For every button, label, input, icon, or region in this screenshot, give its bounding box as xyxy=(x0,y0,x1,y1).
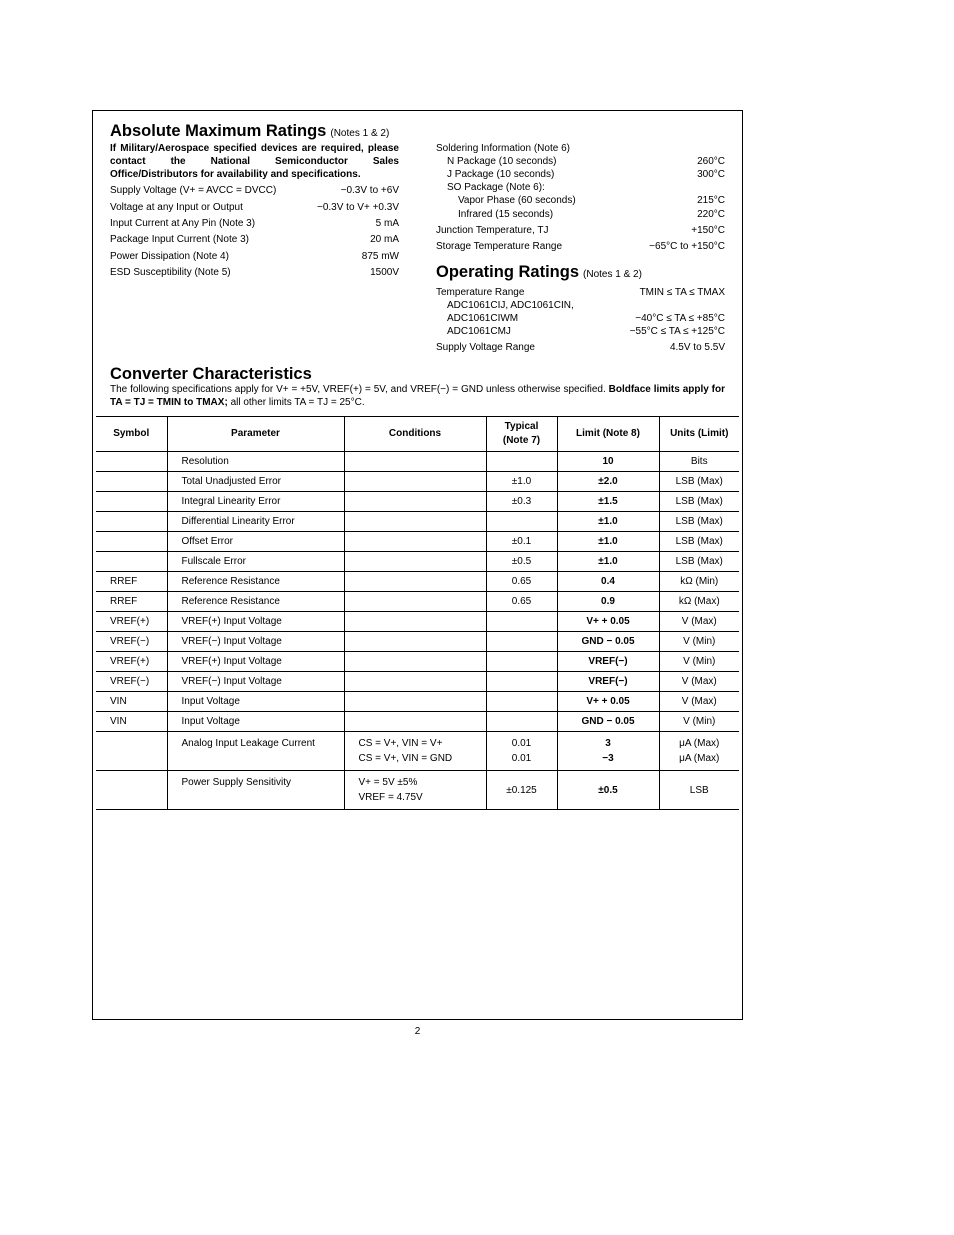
cell-symbol xyxy=(96,492,167,512)
cell-units: LSB xyxy=(659,771,739,810)
cell-conditions xyxy=(344,572,486,592)
cell-typical: 0.65 xyxy=(486,592,557,612)
leakage-unit-2: μA (Max) xyxy=(679,753,720,764)
cell-typical: ±0.5 xyxy=(486,552,557,572)
operating-label: Supply Voltage Range xyxy=(436,342,535,353)
leakage-lim-2: −3 xyxy=(602,753,614,764)
page-number: 2 xyxy=(414,1026,421,1037)
cell-conditions xyxy=(344,652,486,672)
cell-units: V (Min) xyxy=(659,652,739,672)
cell-conditions xyxy=(344,692,486,712)
soldering-title: Soldering Information (Note 6) xyxy=(436,143,570,154)
cell-typical xyxy=(486,452,557,472)
cell-symbol xyxy=(96,512,167,532)
operating-value: −55°C ≤ TA ≤ +125°C xyxy=(629,326,725,337)
cell-parameter: Total Unadjusted Error xyxy=(167,472,344,492)
cell-symbol: RREF xyxy=(96,592,167,612)
table-row xyxy=(96,672,739,692)
table-row xyxy=(96,612,739,632)
table-row xyxy=(96,712,739,732)
rating-value: −0.3V to V+ +0.3V xyxy=(316,202,399,213)
cell-symbol: VREF(−) xyxy=(96,632,167,652)
table-row xyxy=(96,472,739,492)
cell-conditions xyxy=(344,512,486,532)
header-parameter: Parameter xyxy=(167,417,344,452)
table-row xyxy=(96,692,739,712)
header-typical: Typical (Note 7) xyxy=(486,417,557,452)
cell-units: V (Max) xyxy=(659,672,739,692)
leakage-typ-2: 0.01 xyxy=(511,753,532,764)
cell-units: Bits xyxy=(659,452,739,472)
cell-typical: ±0.1 xyxy=(486,532,557,552)
converter-intro-text: The following specifications apply for V+ = +5V, VREF(+) = 5V, and VREF(−) = GND unless otherwise specified. xyxy=(110,384,606,395)
cell-units: LSB (Max) xyxy=(659,552,739,572)
operating-label: ADC1061CMJ xyxy=(447,326,511,337)
cell-units: V (Min) xyxy=(659,712,739,732)
cell-units: LSB (Max) xyxy=(659,512,739,532)
cell-limit: ±1.5 xyxy=(557,492,659,512)
cell-conditions xyxy=(344,732,486,771)
cell-limit: 10 xyxy=(557,452,659,472)
cell-symbol: VREF(−) xyxy=(96,672,167,692)
rating-value: 5 mA xyxy=(375,218,399,229)
header-units: Units (Limit) xyxy=(659,417,739,452)
psrr-cond-2: VREF = 4.75V xyxy=(358,792,423,803)
cell-conditions xyxy=(344,452,486,472)
header-limit: Limit (Note 8) xyxy=(557,417,659,452)
converter-intro-bold: Boldface limits apply for TA = TJ = TMIN to TMAX; xyxy=(110,384,726,408)
cell-typical xyxy=(486,712,557,732)
cell-parameter: Input Voltage xyxy=(167,692,344,712)
soldering-value: 220°C xyxy=(697,209,725,220)
operating-label: ADC1061CIWM xyxy=(447,313,519,324)
cell-units: V (Min) xyxy=(659,632,739,652)
soldering-value: 260°C xyxy=(697,156,725,167)
soldering-label: J Package (10 seconds) xyxy=(447,169,555,180)
table-header-row xyxy=(96,417,739,452)
cell-symbol: VREF(+) xyxy=(96,612,167,632)
cell-parameter: Fullscale Error xyxy=(167,552,344,572)
cell-conditions xyxy=(344,771,486,810)
table-row-psrr xyxy=(96,771,739,810)
abs-max-title: Absolute Maximum Ratings xyxy=(110,122,327,140)
cell-limit: V+ + 0.05 xyxy=(557,612,659,632)
soldering-label: N Package (10 seconds) xyxy=(447,156,557,167)
soldering-label: Infrared (15 seconds) xyxy=(458,209,554,220)
cell-units xyxy=(659,732,739,771)
table-row xyxy=(96,652,739,672)
table-row xyxy=(96,452,739,472)
operating-label: ADC1061CIJ, ADC1061CIN, xyxy=(447,300,574,311)
cell-typical: ±1.0 xyxy=(486,472,557,492)
converter-title: Converter Characteristics xyxy=(110,365,312,383)
cell-parameter: Resolution xyxy=(167,452,344,472)
soldering-label: Junction Temperature, TJ xyxy=(436,225,549,236)
soldering-value: 300°C xyxy=(697,169,725,180)
rating-value: 20 mA xyxy=(370,234,399,245)
table-row-leakage xyxy=(96,732,739,771)
cell-parameter: Reference Resistance xyxy=(167,572,344,592)
operating-value: −40°C ≤ TA ≤ +85°C xyxy=(635,313,725,324)
cell-conditions xyxy=(344,632,486,652)
soldering-value: +150°C xyxy=(691,225,725,236)
rating-value: 1500V xyxy=(370,267,399,278)
cell-parameter: VREF(−) Input Voltage xyxy=(167,672,344,692)
cell-symbol xyxy=(96,452,167,472)
cell-units: V (Max) xyxy=(659,612,739,632)
soldering-label: SO Package (Note 6): xyxy=(447,182,545,193)
cell-typical xyxy=(486,672,557,692)
cell-parameter: Input Voltage xyxy=(167,712,344,732)
cell-conditions xyxy=(344,552,486,572)
cell-limit: V+ + 0.05 xyxy=(557,692,659,712)
psrr-cond-1: V+ = 5V ±5% xyxy=(358,777,418,788)
cell-conditions xyxy=(344,712,486,732)
cell-parameter: Differential Linearity Error xyxy=(167,512,344,532)
cell-typical xyxy=(486,692,557,712)
cell-limit xyxy=(557,732,659,771)
cell-conditions xyxy=(344,592,486,612)
cell-parameter: Power Supply Sensitivity xyxy=(167,771,344,810)
cell-units: LSB (Max) xyxy=(659,492,739,512)
cell-conditions xyxy=(344,672,486,692)
rating-label: Supply Voltage (V+ = AVCC = DVCC) xyxy=(110,185,277,196)
soldering-label: Vapor Phase (60 seconds) xyxy=(458,195,576,206)
cell-units: LSB (Max) xyxy=(659,532,739,552)
cell-parameter: Analog Input Leakage Current xyxy=(167,732,344,771)
cell-conditions xyxy=(344,612,486,632)
table-row xyxy=(96,532,739,552)
cell-limit: ±1.0 xyxy=(557,532,659,552)
rating-label: Voltage at any Input or Output xyxy=(110,202,243,213)
table-row xyxy=(96,512,739,532)
table-row xyxy=(96,632,739,652)
converter-intro-tail: all other limits TA = TJ = 25°C. xyxy=(230,397,365,408)
rating-value: 875 mW xyxy=(361,251,399,262)
operating-title: Operating Ratings xyxy=(436,263,580,281)
cell-limit: ±2.0 xyxy=(557,472,659,492)
cell-symbol: VIN xyxy=(96,692,167,712)
leakage-typ-1: 0.01 xyxy=(511,738,532,749)
cell-units: kΩ (Max) xyxy=(659,592,739,612)
operating-label: Temperature Range xyxy=(436,287,525,298)
cell-typical: ±0.3 xyxy=(486,492,557,512)
table-row xyxy=(96,552,739,572)
operating-heading xyxy=(436,263,642,282)
cell-symbol xyxy=(96,771,167,810)
cell-typical xyxy=(486,652,557,672)
leakage-unit-1: μA (Max) xyxy=(679,738,720,749)
cell-limit: ±1.0 xyxy=(557,552,659,572)
cell-typical xyxy=(486,732,557,771)
header-symbol: Symbol xyxy=(96,417,167,452)
table-row xyxy=(96,592,739,612)
converter-table xyxy=(96,416,739,810)
cell-symbol: VREF(+) xyxy=(96,652,167,672)
converter-intro xyxy=(110,383,725,409)
cell-limit: 0.4 xyxy=(557,572,659,592)
rating-label: Input Current at Any Pin (Note 3) xyxy=(110,218,256,229)
cell-units: LSB (Max) xyxy=(659,472,739,492)
operating-notes: (Notes 1 & 2) xyxy=(583,269,642,280)
cell-limit: GND − 0.05 xyxy=(557,712,659,732)
cell-parameter: VREF(+) Input Voltage xyxy=(167,612,344,632)
table-row xyxy=(96,572,739,592)
military-warning: If Military/Aerospace specified devices are required, please contact the National Semiconductor Sales Office/Distributors for availability and specifications. xyxy=(110,143,399,180)
rating-label: Package Input Current (Note 3) xyxy=(110,234,249,245)
cell-parameter: Offset Error xyxy=(167,532,344,552)
cell-symbol xyxy=(96,732,167,771)
cell-typical xyxy=(486,512,557,532)
rating-label: ESD Susceptibility (Note 5) xyxy=(110,267,231,278)
cell-typical xyxy=(486,612,557,632)
cell-parameter: VREF(+) Input Voltage xyxy=(167,652,344,672)
cell-symbol xyxy=(96,552,167,572)
cell-typical xyxy=(486,632,557,652)
operating-value: TMIN ≤ TA ≤ TMAX xyxy=(639,287,725,298)
cell-limit: ±0.5 xyxy=(557,771,659,810)
cell-symbol: RREF xyxy=(96,572,167,592)
soldering-label: Storage Temperature Range xyxy=(436,241,563,252)
cell-typical: ±0.125 xyxy=(486,771,557,810)
leakage-lim-1: 3 xyxy=(605,738,611,749)
cell-limit: GND − 0.05 xyxy=(557,632,659,652)
cell-conditions xyxy=(344,532,486,552)
soldering-value: 215°C xyxy=(697,195,725,206)
cell-symbol xyxy=(96,532,167,552)
cell-limit: VREF(−) xyxy=(557,652,659,672)
leakage-cond-2: CS = V+, VIN = GND xyxy=(358,753,453,764)
cell-limit: 0.9 xyxy=(557,592,659,612)
soldering-value: −65°C to +150°C xyxy=(649,241,725,252)
cell-conditions xyxy=(344,472,486,492)
operating-value: 4.5V to 5.5V xyxy=(669,342,725,353)
leakage-cond-1: CS = V+, VIN = V+ xyxy=(358,738,443,749)
cell-units: V (Max) xyxy=(659,692,739,712)
rating-value: −0.3V to +6V xyxy=(340,185,399,196)
abs-max-notes: (Notes 1 & 2) xyxy=(330,128,390,139)
cell-parameter: Reference Resistance xyxy=(167,592,344,612)
cell-symbol: VIN xyxy=(96,712,167,732)
abs-max-heading xyxy=(110,122,389,141)
cell-parameter: Integral Linearity Error xyxy=(167,492,344,512)
cell-parameter: VREF(−) Input Voltage xyxy=(167,632,344,652)
cell-typical: 0.65 xyxy=(486,572,557,592)
cell-symbol xyxy=(96,472,167,492)
cell-limit: VREF(−) xyxy=(557,672,659,692)
cell-limit: ±1.0 xyxy=(557,512,659,532)
cell-units: kΩ (Min) xyxy=(659,572,739,592)
cell-conditions xyxy=(344,492,486,512)
table-row xyxy=(96,492,739,512)
header-conditions: Conditions xyxy=(344,417,486,452)
rating-label: Power Dissipation (Note 4) xyxy=(110,251,229,262)
